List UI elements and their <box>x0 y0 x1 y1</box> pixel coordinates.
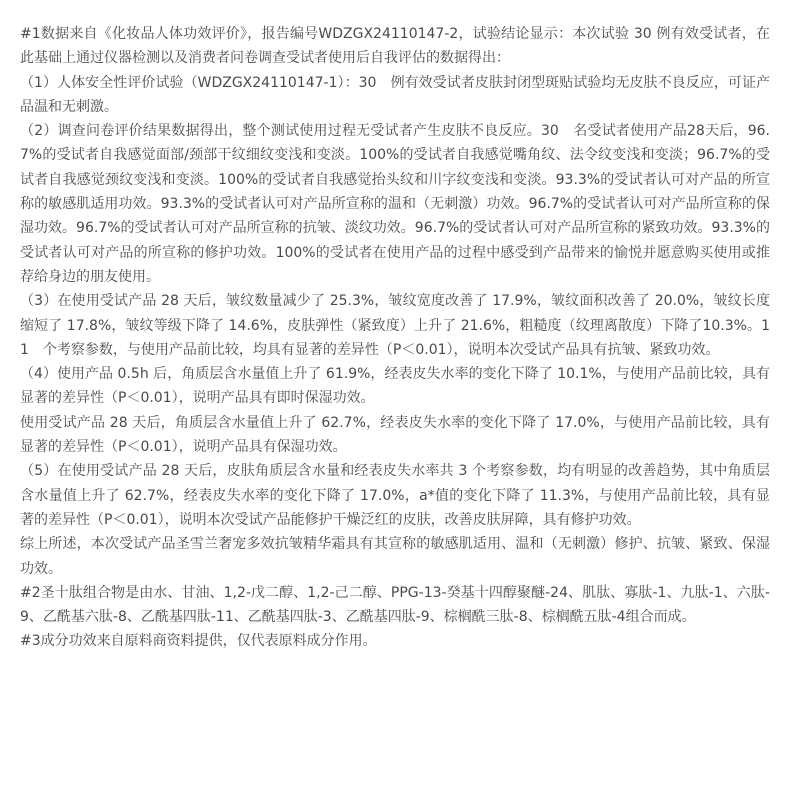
footnote-3: #3成分功效来自原料商资料提供，仅代表原料成分作用。 <box>20 633 377 650</box>
footnote-2: #2圣十肽组合物是由水、甘油、1,2-戊二醇、1,2-己二醇、PPG-13-癸基十四醇聚醚-24、肌肽、寡肽-1、九肽-1、六肽-9、乙酰基六肽-8、乙酰基四肽-11、乙酰基四肽-3、乙酰基四肽-9、棕榈酰三肽-8、棕榈酰五肽-4组合而成。 <box>20 584 770 626</box>
footnote-1-item-3: （3）在使用受试产品 28 天后，皱纹数量减少了 25.3%，皱纹宽度改善了 17.9%，皱纹面积改善了 20.0%，皱纹长度缩短了 17.8%，皱纹等级下降了 14.6%，皮肤弹性（紧致度）上升了 21.6%，粗糙度（纹理离散度）下降了10.3%。11 个考察参数，与使用产品前比较，均具有显著的差异性（P＜0.01），说明本次受试产品具有抗皱、紧致功效。 <box>20 293 770 358</box>
footnote-1-item-4-cont: 使用受试产品 28 天后，角质层含水量值上升了 62.7%，经表皮失水率的变化下降了 17.0%，与使用产品前比较，具有显著的差异性（P＜0.01），说明产品具有保湿功效。 <box>20 414 770 456</box>
footnote-1-summary: 综上所述，本次受试产品圣雪兰奢宠多效抗皱精华霜具有其宣称的敏感肌适用、温和（无刺激）修护、抗皱、紧致、保湿功效。 <box>20 536 770 577</box>
footnote-1-item-2: （2）调查问卷评价结果数据得出，整个测试使用过程无受试者产生皮肤不良反应。30 名受试者使用产品28天后，96.7%的受试者自我感觉面部/颈部干纹细纹变浅和变淡。100%的受试者自我感觉嘴角纹、法令纹变浅和变淡；96.7%的受试者自我感觉颈纹变浅和变淡。100%的受试者自我感觉抬头纹和川字纹变浅和变淡。93.3%的受试者认可对产品的所宣称的敏感肌适用功效。93.3%的受试者认可对产品所宣称的温和（无刺激）功效。96.7%的受试者认可对产品所宣称的保湿功效。96.7%的受试者认可对产品所宣称的抗皱、淡纹功效。96.7%的受试者认可对产品所宣称的紧致功效。93.3%的受试者认可对产品的所宣称的修护功效。100%的受试者在使用产品的过程中感受到产品带来的愉悦并愿意购买使用或推荐给身边的朋友使用。 <box>20 123 770 285</box>
footnote-1-item-4: （4）使用产品 0.5h 后，角质层含水量值上升了 61.9%，经表皮失水率的变化下降了 10.1%，与使用产品前比较，具有显著的差异性（P＜0.01），说明产品具有即时保湿功效。 <box>20 366 770 407</box>
footnote-1-item-1: （1）人体安全性评价试验（WDZGX24110147-1）：30 例有效受试者皮肤封闭型斑贴试验均无皮肤不良反应，可证产品温和无刺激。 <box>20 74 770 115</box>
footnote-1-intro: #1数据来自《化妆品人体功效评价》，报告编号WDZGX24110147-2，试验结论显示：本次试验 30 例有效受试者，在此基础上通过仪器检测以及消费者问卷调查受试者使用后自我评估的数据得出： <box>20 26 770 67</box>
footnote-1-item-5: （5）在使用受试产品 28 天后，皮肤角质层含水量和经表皮失水率共 3 个考察参数，均有明显的改善趋势，其中角质层含水量值上升了 62.7%，经表皮失水率的变化下降了 17.0%，a*值的变化下降了 11.3%，与使用产品前比较，具有显著的差异性（P＜0.01），说明本次受试产品能修护干燥泛红的皮肤，改善皮肤屏障，具有修护功效。 <box>20 463 770 528</box>
